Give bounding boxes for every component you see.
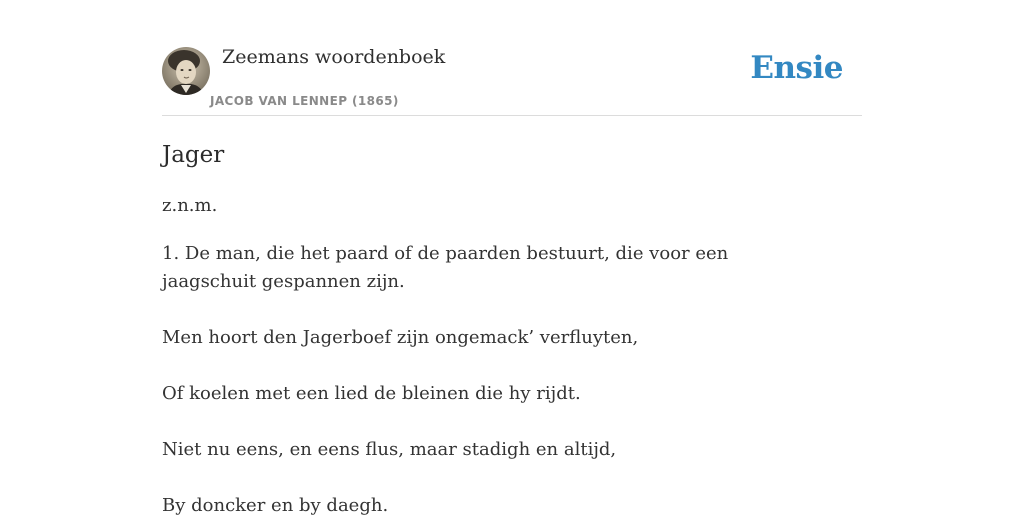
dictionary-author: JACOB VAN LENNEP (1865) xyxy=(210,94,399,108)
dictionary-header xyxy=(162,0,862,116)
part-of-speech: z.n.m. xyxy=(162,195,218,216)
entry-title: Jager xyxy=(162,142,225,168)
page xyxy=(162,0,862,520)
dictionary-title[interactable]: Zeemans woordenboek xyxy=(222,46,446,68)
quote-line: Men hoort den Jagerboef zijn ongemack’ verfluyten, xyxy=(162,327,639,348)
quote-line: By doncker en by daegh. xyxy=(162,495,389,516)
author-portrait[interactable] xyxy=(162,47,210,95)
definition-paragraph: 1. De man, die het paard of de paarden bestuurt, die voor een jaagschuit gespannen zijn. xyxy=(162,243,729,292)
quote-line: Niet nu eens, en eens flus, maar stadigh en altijd, xyxy=(162,439,617,460)
quote-line: Of koelen met een lied de bleinen die hy rijdt. xyxy=(162,383,581,404)
ensie-logo-link[interactable]: Ensie xyxy=(750,50,843,86)
